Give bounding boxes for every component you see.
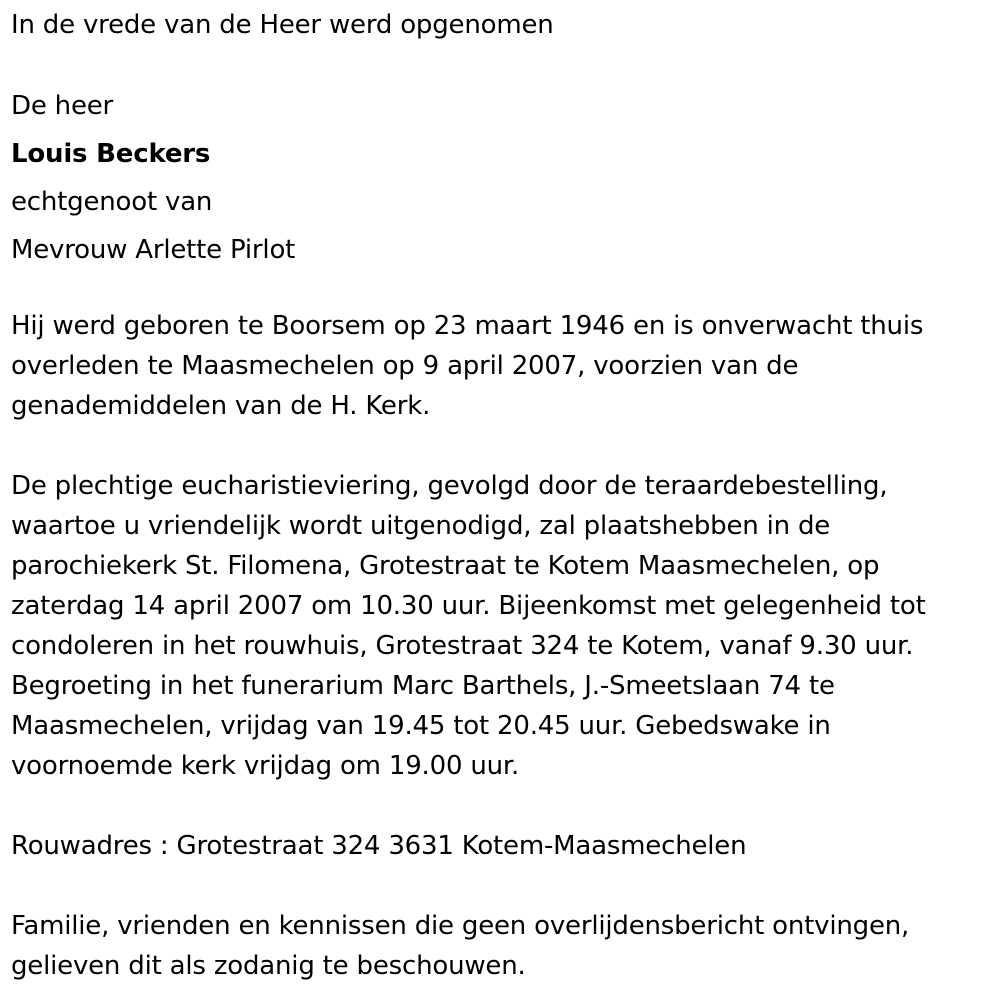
- address-paragraph: Rouwadres : Grotestraat 324 3631 Kotem-Maasmechelen: [11, 831, 747, 861]
- closing-paragraph: Familie, vrienden en kennissen die geen overlijdensbericht ontvingen, gelieven dit als zodanig te beschouwen.: [11, 911, 910, 981]
- spacer: [11, 786, 986, 826]
- intro-text: In de vrede van de Heer werd opgenomen: [11, 10, 554, 40]
- ceremony-paragraph: De plechtige eucharistieviering, gevolgd door de teraardebestelling, waartoe u vriendelijk wordt uitgenodigd, zal plaatshebben in de parochiekerk St. Filomena, Grotestraat te Kotem Maasmechelen, op zaterdag 14 april 2007 om 10.30 uur. Bijeenkomst met gelegenheid tot condoleren in het rouwhuis, Grotestraat 324 te Kotem, vanaf 9.30 uur. Begroeting in het funerarium Marc Barthels, J.-Smeetslaan 74 te Maasmechelen, vrijdag van 19.45 tot 20.45 uur. Gebedswake in voornoemde kerk vrijdag om 19.00 uur.: [11, 471, 926, 781]
- deceased-name: Louis Beckers: [11, 139, 211, 169]
- birth-death-paragraph: Hij werd geboren te Boorsem op 23 maart 1946 en is onverwacht thuis overleden te Maasmechelen op 9 april 2007, voorzien van de genademiddelen van de H. Kerk.: [11, 311, 924, 421]
- spacer: [11, 274, 986, 306]
- relation-text: echtgenoot van: [11, 187, 213, 217]
- death-notice: [11, 0, 986, 986]
- spacer: [11, 50, 986, 82]
- spacer: [11, 866, 986, 906]
- spouse-name: Mevrouw Arlette Pirlot: [11, 235, 296, 265]
- spacer: [11, 426, 986, 466]
- title-text: De heer: [11, 91, 114, 121]
